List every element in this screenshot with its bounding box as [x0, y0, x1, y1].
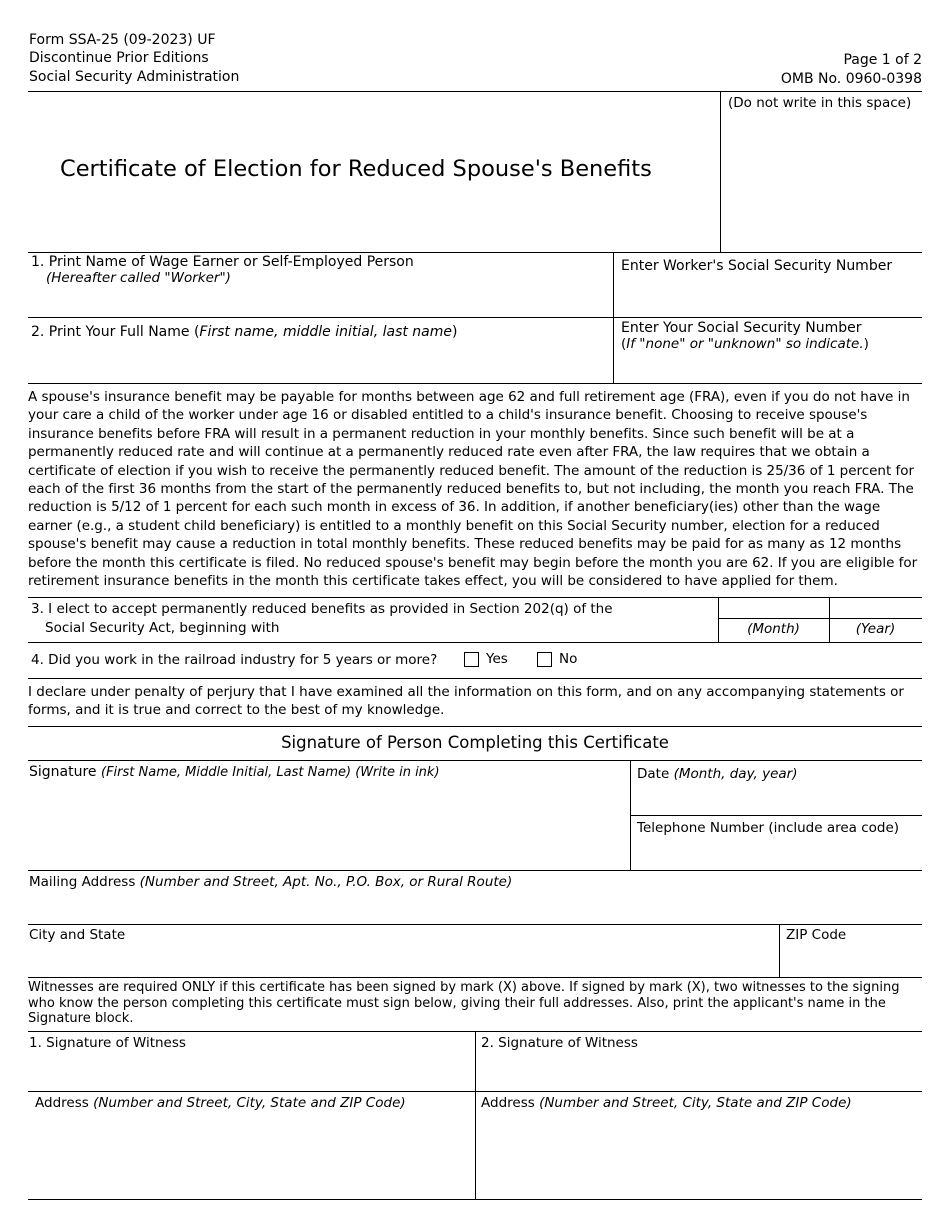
zip-label: ZIP Code — [786, 927, 847, 943]
signature-section-heading: Signature of Person Completing this Certificate — [281, 733, 669, 752]
divider — [28, 91, 922, 92]
witness-1-signature-label: 1. Signature of Witness — [29, 1035, 186, 1051]
divider — [630, 815, 922, 816]
omb-number: OMB No. 0960-0398 — [780, 71, 922, 87]
divider — [28, 642, 922, 643]
start-year-field[interactable] — [831, 599, 921, 617]
city-state-field[interactable] — [30, 945, 774, 973]
worker-ssn-label: Enter Worker's Social Security Number — [621, 258, 893, 274]
signature-field[interactable] — [30, 784, 625, 866]
worker-ssn-field[interactable] — [618, 280, 918, 314]
divider — [28, 1199, 922, 1200]
your-ssn-sublabel: (If "none" or "unknown" so indicate.) — [621, 336, 869, 352]
divider — [720, 91, 721, 252]
do-not-write-label: (Do not write in this space) — [728, 95, 912, 111]
your-ssn-field[interactable] — [618, 354, 918, 380]
form-number: Form SSA-25 (09-2023) UF — [29, 32, 216, 48]
divider — [28, 252, 922, 253]
date-label: Date (Month, day, year) — [637, 766, 798, 782]
your-name-field[interactable] — [30, 344, 608, 380]
year-label: (Year) — [855, 621, 896, 637]
q3-label-line1: 3. I elect to accept permanently reduced benefits as provided in Section 202(q) of the — [31, 601, 613, 617]
date-field[interactable] — [635, 784, 919, 812]
explanation-text: A spouse's insurance benefit may be payable for months between age 62 and full retirement age (FRA), even if you do not have in your care a child of the worker under age 16 or disabled entitled to a child's insurance benefit. Choosing to receive spouse's insurance benefits before FRA will result in a permanent reduction in your monthly benefits. Since such benefit will be at a permanently reduced rate and will continue at a permanently reduced rate even after FRA, the law requires that we obtain a certificate of election if you wish to receive the permanently reduced benefit. The amount of the reduction is 25/36 of 1 percent for each of the first 36 months from the start of the permanently reduced benefits to, but not including, the month you reach FRA. The reduction is 5/12 of 1 percent for each such month in excess of 36. In addition, if another beneficiary(ies) other than the wage earner (e.g., a student child beneficiary) is entitled to a monthly benefit on this Social Security number, election for a reduced spouse's benefit may cause a reduction in total monthly benefits. These reduced benefits may be paid for as many as 12 months before the month this certificate is filed. No reduced spouse's benefit may begin before the month you are 62. If you are eligible for retirement insurance benefits in the month this certificate takes effect, you will be considered to have applied for them. — [28, 389, 918, 590]
witness-2-signature-label: 2. Signature of Witness — [481, 1035, 638, 1051]
prior-editions-note: Discontinue Prior Editions — [29, 50, 209, 66]
agency-name: Social Security Administration — [29, 69, 240, 85]
q4-label: 4. Did you work in the railroad industry for 5 years or more? — [31, 652, 438, 668]
witness-1-address-label: Address (Number and Street, City, State and ZIP Code) — [35, 1095, 406, 1111]
railroad-yes-label: Yes — [486, 651, 508, 667]
divider — [28, 870, 922, 871]
divider — [28, 317, 922, 318]
railroad-no-checkbox[interactable] — [537, 652, 552, 667]
witness-2-signature-field[interactable] — [480, 1054, 918, 1088]
declaration-text: I declare under penalty of perjury that I have examined all the information on this form, and on any accompanying statements or forms, and it is true and correct to the best of my knowledge. — [28, 684, 904, 719]
divider — [28, 924, 922, 925]
your-name-label: 2. Print Your Full Name (First name, middle initial, last name) — [31, 324, 458, 340]
divider — [28, 726, 922, 727]
q3-label-line2: Social Security Act, beginning with — [45, 620, 280, 636]
divider — [28, 1091, 922, 1092]
divider — [779, 924, 780, 977]
telephone-label: Telephone Number (include area code) — [637, 820, 900, 836]
divider — [718, 618, 922, 619]
witness-2-address-field[interactable] — [480, 1114, 918, 1196]
witness-1-signature-field[interactable] — [30, 1054, 470, 1088]
signature-label: Signature (First Name, Middle Initial, Last Name) (Write in ink) — [29, 764, 440, 780]
month-label: (Month) — [747, 621, 800, 637]
divider — [475, 1031, 476, 1199]
start-month-field[interactable] — [720, 599, 827, 617]
mailing-address-label: Mailing Address (Number and Street, Apt. No., P.O. Box, or Rural Route) — [29, 874, 513, 890]
divider — [28, 760, 922, 761]
divider — [28, 383, 922, 384]
witness-2-address-label: Address (Number and Street, City, State and ZIP Code) — [481, 1095, 852, 1111]
page-number: Page 1 of 2 — [843, 52, 922, 68]
worker-name-field[interactable] — [30, 288, 608, 314]
witness-note: Witnesses are required ONLY if this certificate has been signed by mark (X) above. If signed by mark (X), two witnesses to the signing who know the person completing this certificate must sign below, giving their full addresses. Also, print the applicant's name in the Signature block. — [28, 980, 900, 1026]
witness-1-address-field[interactable] — [30, 1114, 470, 1196]
railroad-yes-checkbox[interactable] — [464, 652, 479, 667]
worker-name-sublabel: (Hereafter called "Worker") — [46, 270, 231, 286]
divider — [28, 678, 922, 679]
page-title: Certificate of Election for Reduced Spouse's Benefits — [60, 156, 652, 182]
city-state-label: City and State — [29, 927, 126, 943]
zip-field[interactable] — [784, 945, 918, 973]
railroad-no-label: No — [559, 651, 578, 667]
your-ssn-label: Enter Your Social Security Number — [621, 320, 862, 336]
telephone-field[interactable] — [635, 840, 919, 867]
mailing-address-field[interactable] — [30, 893, 918, 921]
worker-name-label: 1. Print Name of Wage Earner or Self-Employed Person — [31, 254, 414, 270]
divider — [28, 597, 922, 598]
divider — [28, 977, 922, 978]
